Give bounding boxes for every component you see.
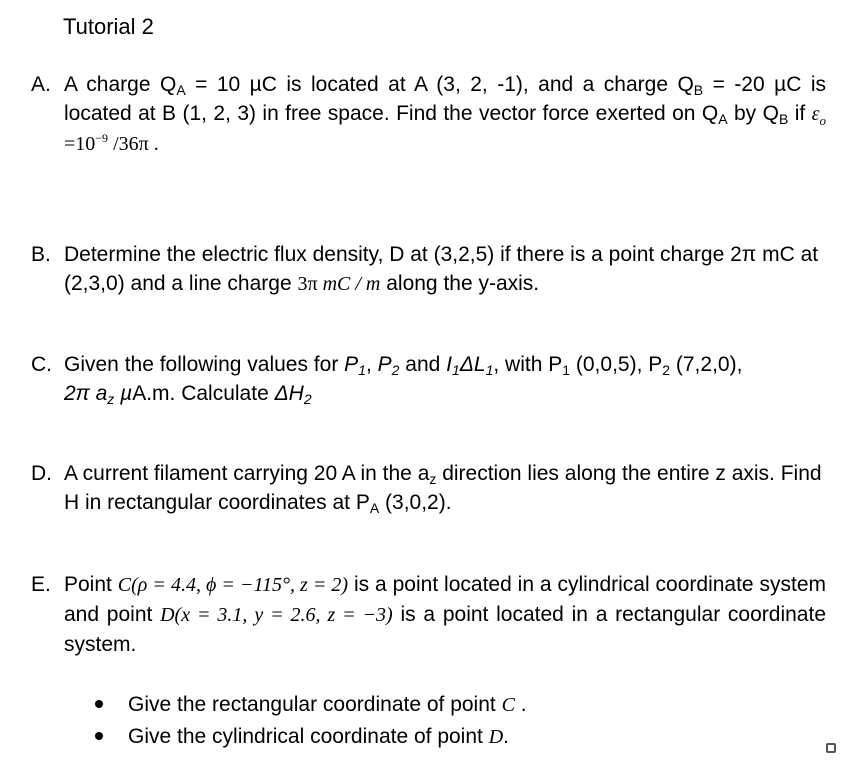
question-d-text: A current filament carrying 20 A in the $a_z$ direction lies along the entire z axis. Find H in rectangular coordinates at $P_A$ (3,0,2). xyxy=(64,462,822,516)
question-letter: E. xyxy=(31,573,51,596)
question-b xyxy=(31,240,826,299)
question-letter: A. xyxy=(31,73,51,96)
question-e-text: Point C(ρ = 4.4, ϕ = −115°, z = 2) is a point located in a cylindrical coordinate system and point D(x = 3.1, y = 2.6, z = −3) is a point located in a rectangular coordinate system. xyxy=(64,573,827,656)
question-a-text: A charge $Q_A = 10$ µC is located at A (3, 2, -1), and a charge $Q_B = -20$ µC is located at B (1, 2, 3) in free space. Find the vector force exerted on $Q_A$ by $Q_B$ if $\varepsilon_o =10^{-9}$ /36π . xyxy=(64,73,827,155)
question-c-text: Given the following values for $P_1$, $P_2$ and $I_1\Delta L_1$, with $P_1$ (0,0,5), $P_2$ (7,2,0), 2π $a_z$ µA.m. Calculate $\Delta H_2$ xyxy=(64,353,743,407)
question-a xyxy=(31,70,826,159)
list-item: Give the cylindrical coordinate of point D. xyxy=(92,721,527,753)
checkbox-icon[interactable] xyxy=(826,743,836,753)
question-c xyxy=(31,350,826,408)
page-title: Tutorial 2 xyxy=(63,14,154,39)
bullet-list xyxy=(92,689,527,753)
question-letter: C. xyxy=(31,353,52,376)
epsilon-symbol: ε xyxy=(811,103,820,125)
list-item: Give the rectangular coordinate of point C . xyxy=(92,689,527,721)
question-letter: D. xyxy=(31,462,52,485)
question-d xyxy=(31,459,826,517)
bullet-icon xyxy=(95,732,103,740)
bullet-icon xyxy=(95,700,103,708)
question-e xyxy=(31,570,826,659)
question-letter: B. xyxy=(31,243,51,266)
question-b-text: Determine the electric flux density, D at (3,2,5) if there is a point charge 2π mC at (2,3,0) and a line charge 3π mC / m along the y-axis. xyxy=(64,243,819,295)
